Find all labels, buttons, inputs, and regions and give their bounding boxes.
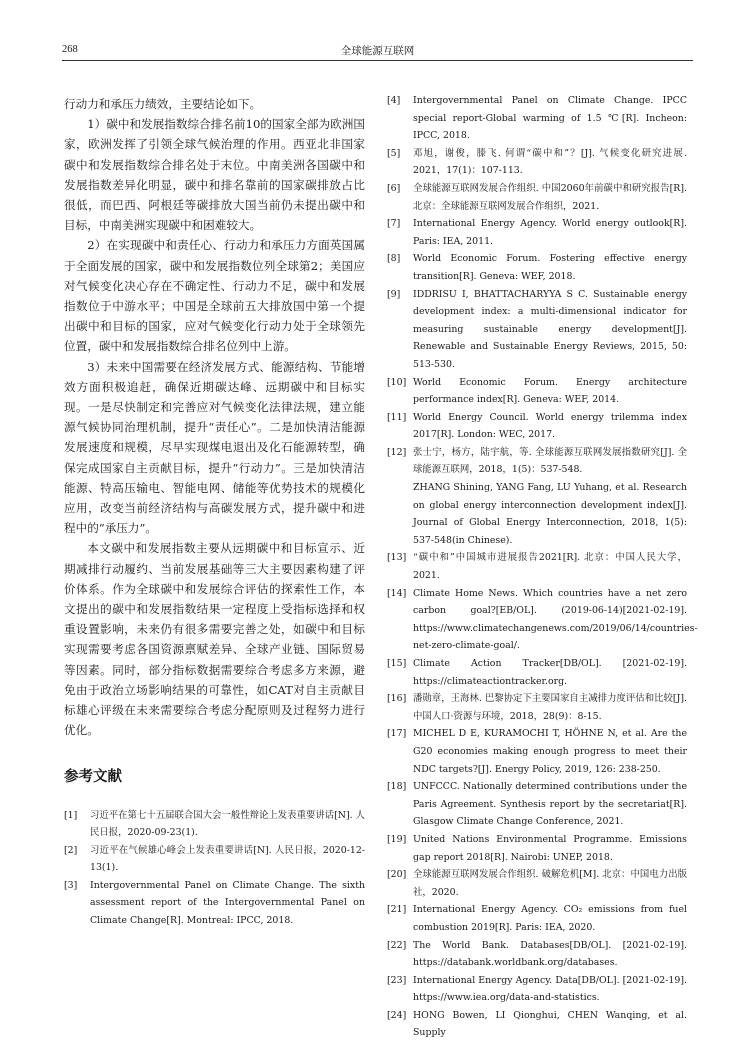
reference-number: [20]	[387, 869, 407, 881]
reference-number: [4]	[387, 95, 401, 106]
reference-text: 潘勋章，王海林. 巴黎协定下主要国家自主减排力度评估和比较[J]. 中国人口·资源与环境，2018，28(9)：8-15.	[413, 693, 687, 722]
reference-text-english: ZHANG Shining, YANG Fang, LU Yuhang, et al. Research on global energy interconnection development index[J]. Journal of Global Energy Interconnection, 2018, 1(5): 537-548(in Chinese).	[413, 482, 687, 546]
body-paragraph: 1）碳中和发展指数综合排名前10的国家全部为欧洲国家，欧洲发挥了引领全球气候治理的作用。西亚北非国家碳中和发展指数综合排名处于末位。中南美洲各国碳中和发展指数差异化明显，碳中和排名靠前的国家碳排放占比很低，而巴西、阿根廷等碳排放大国当前仍未提出碳中和目标，中南美洲实现碳中和困难较大。	[64, 117, 365, 233]
reference-text: United Nations Environmental Programme. Emissions gap report 2018[R]. Nairobi: UNEP, 2018.	[413, 833, 687, 863]
reference-item	[387, 725, 687, 778]
reference-item	[387, 972, 687, 1007]
reference-item	[387, 778, 687, 831]
reference-text: HONG Bowen, LI Qionghui, CHEN Wanqing, et al. Supply	[413, 1009, 687, 1039]
reference-text: Climate Action Tracker[DB/OL]. [2021-02-19]. https://climateactiontracker.org.	[413, 658, 687, 687]
left-column	[64, 94, 365, 930]
reference-number: [17]	[387, 728, 407, 740]
reference-item	[387, 937, 687, 972]
reference-text: International Energy Agency. Data[DB/OL]. [2021-02-19]. https://www.iea.org/data-and-statistics.	[413, 974, 687, 1004]
journal-title: 全球能源互联网	[340, 45, 415, 57]
reference-number: [16]	[387, 693, 407, 705]
reference-text: Intergovernmental Panel on Climate Change. The sixth assessment report of the Intergovernmental Panel on Climate Change[R]. Montreal: IPCC, 2018.	[90, 879, 365, 927]
reference-text: 习近平在气候雄心峰会上发表重要讲话[N]. 人民日报，2020-12-13(1).	[90, 844, 365, 874]
reference-item	[387, 549, 687, 584]
reference-number: [5]	[387, 147, 401, 159]
reference-item	[387, 145, 687, 180]
body-paragraph: 本文碳中和发展指数主要从远期碳中和目标宣示、近期减排行动履约、当前发展基础等三大主要因素构建了评价体系。作为全球碳中和发展综合评估的探索性工作，本文提出的碳中和发展指数结果一定程度上受指标选择和权重设置影响，未来仍有很多需要完善之处，如碳中和目标实现需要考虑各国资源禀赋差异、全球产业链、国际贸易等因素。同时，部分指标数据需要综合考虑多方来源，避免由于政治立场影响结果的可靠性，如CAT对自主贡献目标雄心评级在未来需要综合考虑分配原则及过程努力进行优化。	[64, 541, 365, 738]
reference-text: 邓旭，谢俊，滕飞. 何谓“碳中和”？[J]. 气候变化研究进展. 2021，17(1)：107-113.	[413, 147, 687, 177]
reference-text: “碳中和”中国城市进展报告2021[R]. 北京：中国人民大学，2021.	[413, 552, 687, 582]
reference-item	[387, 180, 687, 215]
reference-item	[387, 690, 687, 725]
body-paragraph: 行动力和承压力绩效，主要结论如下。	[64, 97, 262, 111]
reference-number: [23]	[387, 974, 407, 986]
reference-item	[387, 655, 687, 690]
reference-text: World Economic Forum. Fostering effective energy transition[R]. Geneva: WEF, 2018.	[413, 253, 687, 282]
reference-item	[64, 842, 365, 877]
reference-item	[387, 1007, 687, 1042]
reference-text: The World Bank. Databases[DB/OL]. [2021-02-19]. https://databank.worldbank.org/databases.	[413, 939, 687, 969]
reference-item	[387, 831, 687, 866]
reference-text: World Economic Forum. Energy architecture performance index[R]. Geneva: WEF, 2014.	[413, 376, 687, 406]
reference-item	[387, 444, 687, 550]
reference-item	[64, 807, 365, 842]
reference-item	[387, 901, 687, 936]
reference-number: [24]	[387, 1009, 407, 1021]
reference-number: [7]	[387, 218, 401, 230]
reference-text: Intergovernmental Panel on Climate Change. IPCC special report-Global warming of 1.5 ℃[R]. Incheon: IPCC, 2018.	[413, 95, 687, 142]
reference-number: [22]	[387, 939, 407, 951]
reference-text: International Energy Agency. World energy outlook[R]. Paris: IEA, 2011.	[413, 218, 687, 247]
reference-item	[64, 877, 365, 930]
reference-item	[387, 250, 687, 285]
reference-item	[387, 286, 687, 374]
body-paragraph: 3）未来中国需要在经济发展方式、能源结构、节能增效方面积极追赶，确保近期碳达峰、远期碳中和目标实现。一是尽快制定和完善应对气候变化法律法规，建立能源气候协同治理机制，提升“责任心”。二是加快清洁能源发展速度和规模，尽早实现煤电退出及化石能源转型，确保完成国家自主贡献目标，提升“行动力”。三是加快清洁能源、特高压输电、智能电网、储能等优势技术的规模化应用，改变当前经济结构与高碳发展方式，提升碳中和进程中的“承压力”。	[64, 359, 365, 536]
reference-item	[387, 92, 687, 145]
reference-number: [18]	[387, 781, 407, 793]
reference-item	[387, 374, 687, 409]
reference-item	[387, 585, 698, 655]
reference-text: 习近平在第七十五届联合国大会一般性辩论上发表重要讲话[N]. 人民日报，2020-09-23(1).	[90, 809, 365, 839]
reference-number: [10]	[387, 376, 407, 388]
reference-number: [2]	[64, 844, 78, 856]
reference-number: [21]	[387, 904, 407, 916]
reference-item	[387, 215, 687, 250]
right-column	[387, 92, 698, 1042]
page-number: 268	[62, 44, 78, 55]
reference-text: International Energy Agency. CO₂ emissions from fuel combustion 2019[R]. Paris: IEA, 2020.	[413, 904, 687, 933]
reference-number: [8]	[387, 253, 401, 265]
reference-text: 全球能源互联网发展合作组织. 中国2060年前碳中和研究报告[R]. 北京：全球能源互联网发展合作组织，2021.	[413, 182, 687, 212]
references-heading: 参考文献	[64, 768, 122, 785]
reference-text: MICHEL D E, KURAMOCHI T, HÖHNE N, et al. Are the G20 economies making enough progress to meet their NDC targets?[J]. Energy Policy, 2019, 126: 238-250.	[413, 728, 687, 775]
reference-number: [12]	[387, 446, 407, 458]
reference-text: UNFCCC. Nationally determined contributions under the Paris Agreement. Synthesis report by the secretariat[R]. Glasgow Climate Change Conference, 2021.	[413, 781, 687, 828]
reference-number: [9]	[387, 288, 401, 300]
reference-text: 全球能源互联网发展合作组织. 破解危机[M]. 北京：中国电力出版社，2020.	[413, 869, 687, 898]
reference-number: [15]	[387, 658, 407, 669]
reference-number: [6]	[387, 182, 401, 194]
reference-number: [1]	[64, 809, 78, 821]
body-paragraph: 2）在实现碳中和责任心、行动力和承压力方面英国属于全面发展的国家，碳中和发展指数位列全球第2；美国应对气候变化决心存在不确定性、行动力不足，碳中和发展指数位于中游水平；中国是全球前五大排放国中第一个提出碳中和目标的国家，应对气候变化行动力处于全球领先位置，碳中和发展指数综合排名位列中上游。	[64, 238, 365, 354]
reference-text: IDDRISU I, BHATTACHARYYA S C. Sustainable energy development index: a multi-dimensional indicator for measuring sustainable energy development[J]. Renewable and Sustainable Energy Reviews, 2015, 50: 513-530.	[413, 288, 687, 370]
reference-item	[387, 866, 687, 901]
reference-number: [19]	[387, 833, 407, 845]
reference-number: [3]	[64, 879, 78, 891]
reference-number: [13]	[387, 552, 407, 564]
reference-number: [14]	[387, 587, 407, 599]
reference-item	[387, 409, 687, 444]
reference-text: 张士宁，杨方，陆宇航，等. 全球能源互联网发展指数研究[J]. 全球能源互联网，2018，1(5)：537-548.	[413, 446, 687, 476]
page-header	[62, 40, 693, 61]
reference-number: [11]	[387, 411, 407, 423]
reference-text: Climate Home News. Which countries have a net zero carbon goal?[EB/OL]. (2019-06-14)[2021-02-19]. https://www.climatechangenews.com/2019/06/14/countries-net-zero-climate-goal/.	[413, 587, 698, 652]
reference-text: World Energy Council. World energy trilemma index 2017[R]. London: WEC, 2017.	[413, 411, 687, 441]
